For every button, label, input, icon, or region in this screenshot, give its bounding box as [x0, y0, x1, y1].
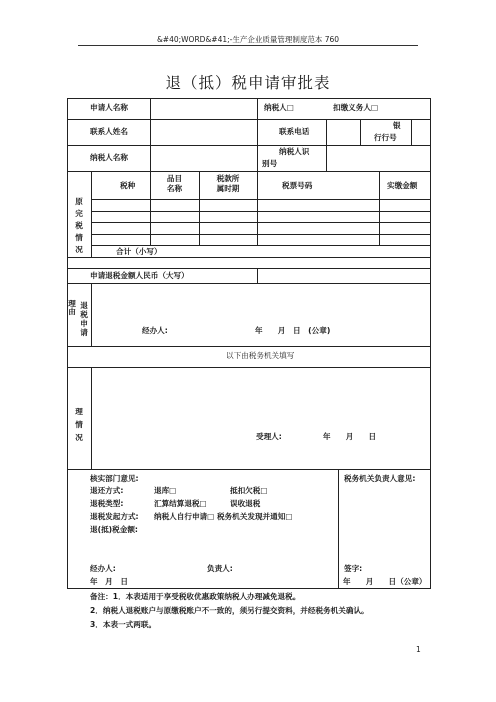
treasury-refund-checkbox[interactable]: 退库□ — [154, 486, 177, 495]
document-header: &#40;WORD&#41;-生产企业质量管理制度范本 760 — [156, 35, 340, 44]
receiver-date: 年 月 日 — [323, 432, 377, 441]
original-tax-section-label: 原 完 税 情 况 — [75, 197, 83, 254]
misc-refund-option[interactable]: 误收退税 — [230, 499, 261, 508]
rule — [67, 346, 431, 347]
taxpayer-name-label: 纳税人名称 — [90, 153, 128, 162]
bank-label: 银 — [393, 121, 401, 130]
agent-label: 经办人: — [142, 326, 168, 335]
tax-office-fill-label: 以下由税务机关填写 — [226, 351, 295, 360]
rule — [360, 119, 361, 145]
settlement-refund-checkbox[interactable]: 汇算结算退税□ — [154, 499, 207, 508]
rule — [67, 98, 68, 589]
refund-amount-cn-label: 申请退税金额人民币（大写） — [90, 271, 189, 280]
leader-date: 年 月 日（公章） — [343, 577, 427, 586]
rule — [91, 367, 92, 469]
rule — [67, 283, 431, 284]
refund-amount-label: 退(抵)税金额: — [90, 525, 138, 534]
rule — [379, 171, 380, 246]
rule — [67, 367, 431, 368]
rule — [257, 98, 258, 171]
col-amount-paid: 实缴金额 — [387, 181, 418, 190]
rule — [257, 171, 258, 246]
rule — [67, 119, 431, 120]
rule — [411, 119, 412, 145]
reason-label: 理 由 — [68, 299, 76, 316]
col-item-name: 品目 名称 — [166, 174, 183, 193]
rule — [91, 234, 431, 235]
refund-application-label: 退 税 申 请 — [80, 301, 88, 337]
rule — [67, 588, 431, 589]
contact-name-label: 联系人姓名 — [90, 127, 128, 136]
rule — [430, 98, 431, 589]
origin-options[interactable]: 纳税人自行申请□ 税务机关发现并通知□ — [154, 512, 293, 521]
rule — [67, 257, 431, 258]
rule — [91, 283, 92, 346]
taxpayer-id-label: 纳税人识 — [279, 147, 310, 156]
refund-origin-label: 退税发起方式: — [90, 512, 139, 521]
dept-head-label: 负责人: — [207, 564, 233, 573]
leader-opinion-label: 税务机关负责人意见: — [344, 474, 416, 483]
taxpayer-checkbox[interactable]: 纳税人□ — [264, 103, 294, 112]
rule — [67, 98, 431, 99]
dept-opinion-label: 核实部门意见: — [90, 474, 139, 483]
subtotal-label: 合计（小写） — [116, 247, 162, 256]
dept-agent-label: 经办人: — [90, 564, 116, 573]
col-tax-type: 税种 — [120, 181, 136, 190]
refund-method-label: 退还方式: — [90, 486, 124, 495]
rule — [91, 245, 431, 246]
note-1: 备注：1．本表适用于享受税收优惠政策纳税人办理减免退税。 — [90, 592, 301, 601]
withholder-checkbox[interactable]: 扣缴义务人□ — [333, 103, 379, 112]
rule — [91, 211, 431, 212]
receiver-label: 受理人: — [256, 432, 282, 441]
rule — [257, 268, 258, 283]
rule — [326, 119, 327, 171]
col-voucher-no: 税票号码 — [282, 181, 313, 190]
note-2: 2．纳税人退税账户与原缴税账户不一致的，须另行提交资料，并经税务机关确认。 — [90, 606, 369, 615]
process-section-label: 理 情 况 — [75, 407, 83, 442]
seal-date: 年 月 日 (公章) — [255, 326, 331, 335]
rule — [67, 171, 431, 172]
page-number: 1 — [416, 645, 421, 654]
dept-date: 年 月 日 — [90, 577, 128, 586]
offset-arrears-checkbox[interactable]: 抵扣欠税□ — [230, 486, 268, 495]
header-rule — [78, 45, 418, 46]
rule — [91, 222, 431, 223]
taxpayer-id-label: 别号 — [262, 159, 278, 168]
rule — [91, 199, 431, 200]
rule — [150, 98, 151, 171]
signature-label: 签字: — [344, 564, 363, 573]
col-tax-period: 税款所 属时期 — [216, 174, 240, 193]
rule — [67, 268, 431, 269]
rule — [67, 469, 431, 470]
rule — [338, 469, 339, 588]
rule — [67, 145, 431, 146]
applicant-name-label: 申请人名称 — [90, 103, 128, 112]
rule — [91, 171, 92, 257]
page-title: 退（抵）税申请审批表 — [165, 74, 331, 92]
bank-label: 行行号 — [374, 133, 397, 142]
note-3: 3．本表一式两联。 — [90, 620, 157, 629]
contact-phone-label: 联系电话 — [279, 127, 310, 136]
refund-type-label: 退税类型: — [90, 499, 124, 508]
